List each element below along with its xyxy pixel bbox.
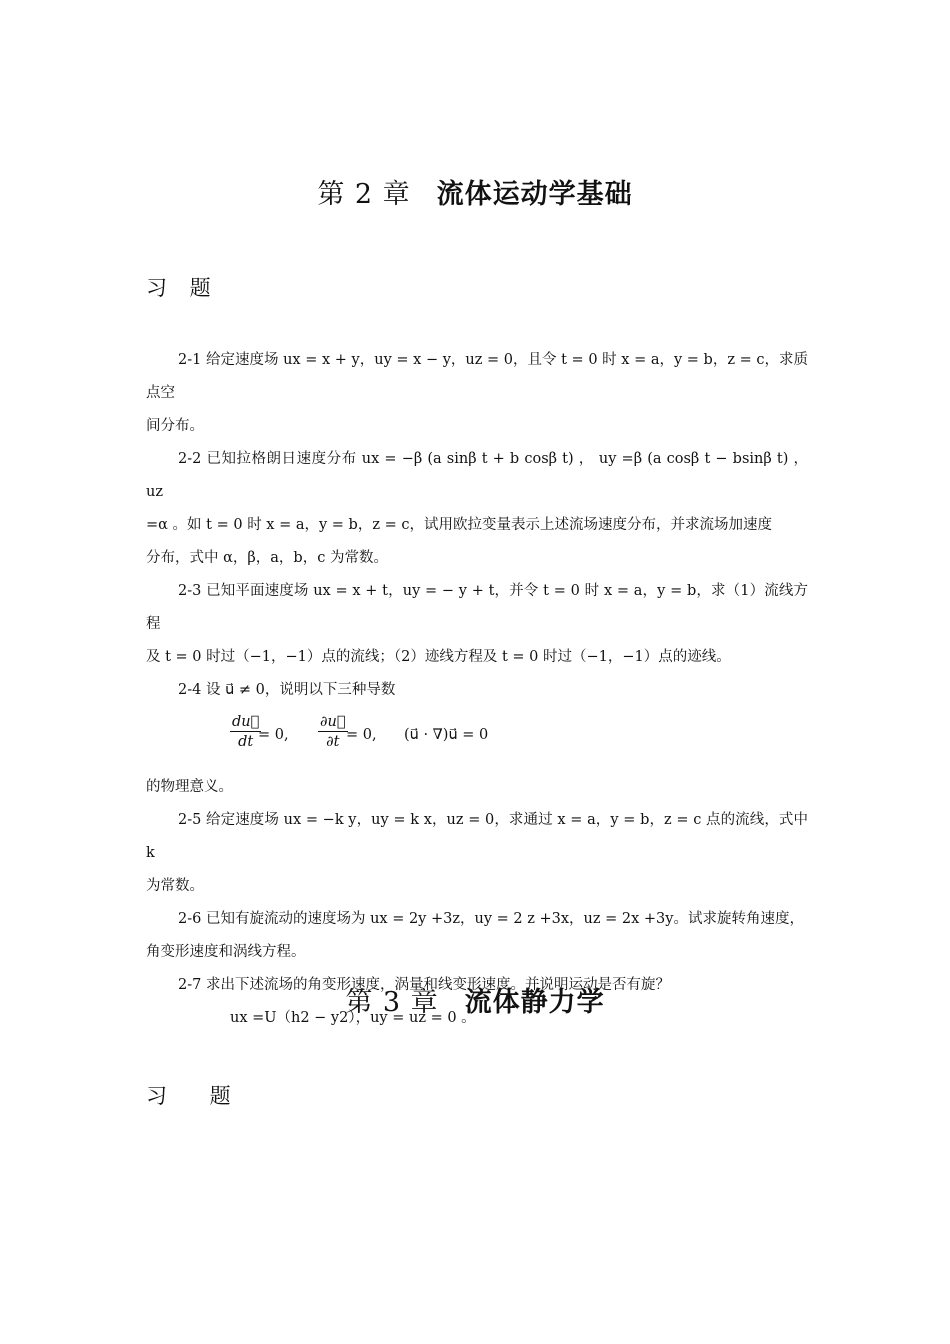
- problem-2-4-equations: [146, 707, 808, 771]
- chapter-3-title: [0, 980, 950, 1019]
- eq-total-derivative-numerator: du⃗: [232, 714, 260, 730]
- eq-partial-derivative-tail: = 0,: [346, 727, 377, 743]
- problem-2-3-line1: 2-3 已知平面速度场 ux = x + t，uy = − y + t，并令 t = 0 时 x = a，y = b，求（1）流线方程: [146, 583, 808, 632]
- exercises-heading-ch3: 习 题: [146, 1084, 249, 1108]
- problem-2-7-equation: ux =U（h2 − y2），uy = uz = 0 。: [230, 1010, 476, 1026]
- problem-2-4-line1: 2-4 设 u⃗ ≠ 0，说明以下三种导数: [178, 682, 396, 698]
- eq-total-derivative-tail: = 0,: [258, 727, 289, 743]
- eq-total-derivative-denominator: dt: [238, 734, 254, 750]
- chapter-2-title: [0, 172, 950, 211]
- problem-list: [146, 344, 808, 1035]
- eq-convective-derivative: (u⃗ · ∇)u⃗ = 0: [404, 727, 489, 743]
- eq-total-derivative-fraction: [230, 713, 261, 752]
- problem-2-1-line1: 2-1 给定速度场 ux = x + y，uy = x − y，uz = 0，且令 t = 0 时 x = a，y = b，z = c，求质点空: [146, 352, 808, 401]
- problem-2-5-line2: 为常数。: [146, 878, 204, 894]
- problem-2-4-line2: 的物理意义。: [146, 779, 233, 795]
- chapter-3-number: 第 3 章: [345, 987, 439, 1018]
- chapter-2-number: 第 2 章: [317, 179, 411, 210]
- chapter-2-name: 流体运动学基础: [436, 179, 633, 210]
- chapter-3-name: 流体静力学: [464, 987, 605, 1018]
- problem-2-1-line2: 间分布。: [146, 418, 204, 434]
- eq-partial-derivative-numerator: ∂u⃗: [320, 714, 346, 730]
- problem-2-3-line2: 及 t = 0 时过（−1，−1）点的流线；（2）迹线方程及 t = 0 时过（−1，−1）点的迹线。: [146, 649, 731, 665]
- problem-2-2-line1: 2-2 已知拉格朗日速度分布 ux = −β (a sinβ t + b cosβ t) ， uy =β (a cosβ t − bsinβ t) ， uz: [146, 451, 808, 500]
- problem-2-5-line1: 2-5 给定速度场 ux = −k y，uy = k x，uz = 0，求通过 x = a，y = b，z = c 点的流线，式中 k: [146, 812, 808, 861]
- problem-2-6-line1: 2-6 已知有旋流动的速度场为 ux = 2y +3z，uy = 2 z +3x，uz = 2x +3y。试求旋转角速度，: [178, 911, 804, 927]
- problem-2-6-line2: 角变形速度和涡线方程。: [146, 944, 306, 960]
- problem-2-2-line2: =α 。如 t = 0 时 x = a，y = b，z = c，试用欧拉变量表示上述流场速度分布，并求流场加速度: [146, 517, 772, 533]
- exercises-heading-ch2: 习 题: [146, 276, 219, 300]
- eq-partial-derivative-fraction: [318, 713, 348, 752]
- eq-partial-derivative-denominator: ∂t: [326, 734, 340, 750]
- problem-2-7-line1: 2-7 求出下述流场的角变形速度，涡量和线变形速度。并说明运动是否有旋？: [178, 977, 670, 993]
- problem-2-2-line3: 分布，式中 α，β，a，b，c 为常数。: [146, 550, 388, 566]
